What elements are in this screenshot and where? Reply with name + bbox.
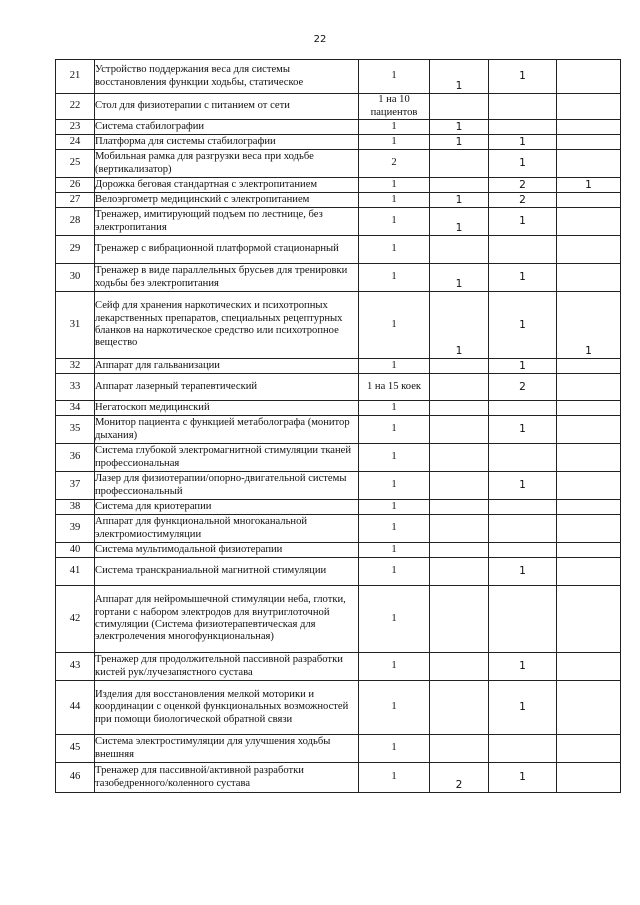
count-cell-col6 <box>557 401 621 416</box>
row-number: 26 <box>56 178 95 193</box>
count-cell-col4: 1 <box>430 135 489 150</box>
quantity-cell: 1 <box>359 208 430 236</box>
equipment-name: Аппарат для функциональной многоканальной электромиостимуляции <box>95 515 359 543</box>
count-cell-col5: 2 <box>489 178 557 193</box>
count-cell-col4 <box>430 416 489 444</box>
count-cell-col5 <box>489 515 557 543</box>
table-row <box>56 178 621 193</box>
count-cell-col4 <box>430 444 489 472</box>
row-number: 31 <box>56 292 95 359</box>
table-row <box>56 401 621 416</box>
table-row <box>56 236 621 264</box>
table-row <box>56 586 621 653</box>
count-cell-col4: 1 <box>430 60 489 94</box>
quantity-cell: 1 <box>359 653 430 681</box>
table-row <box>56 763 621 793</box>
equipment-name: Тренажер для пассивной/активной разработки тазобедренного/коленного сустава <box>95 763 359 793</box>
count-cell-col6 <box>557 264 621 292</box>
table-row <box>56 515 621 543</box>
count-cell-col4: 1 <box>430 193 489 208</box>
count-cell-col6 <box>557 135 621 150</box>
row-number: 28 <box>56 208 95 236</box>
count-cell-col5: 2 <box>489 374 557 401</box>
quantity-cell: 1 <box>359 193 430 208</box>
equipment-name: Лазер для физиотерапии/опорно-двигательной системы профессиональный <box>95 472 359 500</box>
table-row <box>56 472 621 500</box>
row-number: 33 <box>56 374 95 401</box>
table-row <box>56 120 621 135</box>
count-cell-col4 <box>430 401 489 416</box>
quantity-cell: 1 <box>359 236 430 264</box>
count-cell-col5 <box>489 543 557 558</box>
table-row <box>56 150 621 178</box>
table-row <box>56 444 621 472</box>
count-cell-col4 <box>430 543 489 558</box>
row-number: 38 <box>56 500 95 515</box>
table-row <box>56 94 621 120</box>
equipment-name: Стол для физиотерапии с питанием от сети <box>95 94 359 120</box>
equipment-name: Тренажер с вибрационной платформой стационарный <box>95 236 359 264</box>
quantity-cell: 1 <box>359 135 430 150</box>
count-cell-col4 <box>430 472 489 500</box>
equipment-name: Сейф для хранения наркотических и психотропных лекарственных препаратов, специальных рецептурных бланков на наркотическое средство или психотропное вещество <box>95 292 359 359</box>
row-number: 43 <box>56 653 95 681</box>
table-row <box>56 374 621 401</box>
count-cell-col6 <box>557 558 621 586</box>
quantity-cell: 1 <box>359 735 430 763</box>
table-row <box>56 558 621 586</box>
count-cell-col6 <box>557 653 621 681</box>
equipment-name: Аппарат лазерный терапевтический <box>95 374 359 401</box>
count-cell-col4 <box>430 236 489 264</box>
row-number: 21 <box>56 60 95 94</box>
count-cell-col4: 1 <box>430 208 489 236</box>
quantity-cell: 1 <box>359 359 430 374</box>
table-row <box>56 543 621 558</box>
count-cell-col6 <box>557 359 621 374</box>
row-number: 29 <box>56 236 95 264</box>
count-cell-col5: 1 <box>489 763 557 793</box>
count-cell-col6 <box>557 586 621 653</box>
count-cell-col5 <box>489 94 557 120</box>
count-cell-col6 <box>557 193 621 208</box>
count-cell-col6: 1 <box>557 292 621 359</box>
count-cell-col5: 1 <box>489 135 557 150</box>
equipment-name: Аппарат для гальванизации <box>95 359 359 374</box>
count-cell-col5: 1 <box>489 472 557 500</box>
equipment-name: Мобильная рамка для разгрузки веса при ходьбе (вертикализатор) <box>95 150 359 178</box>
table-row <box>56 264 621 292</box>
quantity-cell: 1 <box>359 264 430 292</box>
table-row <box>56 681 621 735</box>
count-cell-col4 <box>430 178 489 193</box>
quantity-cell: 1 <box>359 500 430 515</box>
row-number: 41 <box>56 558 95 586</box>
table-row <box>56 60 621 94</box>
count-cell-col4 <box>430 735 489 763</box>
quantity-cell: 1 <box>359 401 430 416</box>
count-cell-col6 <box>557 735 621 763</box>
count-cell-col6 <box>557 60 621 94</box>
count-cell-col5 <box>489 735 557 763</box>
equipment-name: Изделия для восстановления мелкой моторики и координации с оценкой функциональных возможностей при помощи биологической обратной связи <box>95 681 359 735</box>
count-cell-col5: 1 <box>489 359 557 374</box>
count-cell-col6 <box>557 543 621 558</box>
quantity-cell: 1 <box>359 416 430 444</box>
count-cell-col4 <box>430 500 489 515</box>
count-cell-col4 <box>430 94 489 120</box>
count-cell-col6: 1 <box>557 178 621 193</box>
table-row <box>56 735 621 763</box>
count-cell-col5 <box>489 586 557 653</box>
row-number: 25 <box>56 150 95 178</box>
equipment-name: Система глубокой электромагнитной стимуляции тканей профессиональная <box>95 444 359 472</box>
row-number: 35 <box>56 416 95 444</box>
count-cell-col6 <box>557 472 621 500</box>
page-number: 22 <box>313 34 327 45</box>
count-cell-col4 <box>430 653 489 681</box>
table-row <box>56 359 621 374</box>
equipment-name: Негатоскоп медицинский <box>95 401 359 416</box>
count-cell-col5: 2 <box>489 193 557 208</box>
equipment-name: Система мультимодальной физиотерапии <box>95 543 359 558</box>
row-number: 46 <box>56 763 95 793</box>
equipment-name: Тренажер в виде параллельных брусьев для тренировки ходьбы без электропитания <box>95 264 359 292</box>
quantity-cell: 1 <box>359 292 430 359</box>
table-row <box>56 193 621 208</box>
count-cell-col4 <box>430 681 489 735</box>
count-cell-col5: 1 <box>489 150 557 178</box>
count-cell-col5: 1 <box>489 558 557 586</box>
count-cell-col5 <box>489 120 557 135</box>
count-cell-col4: 1 <box>430 292 489 359</box>
quantity-cell: 1 <box>359 60 430 94</box>
row-number: 22 <box>56 94 95 120</box>
row-number: 24 <box>56 135 95 150</box>
count-cell-col6 <box>557 500 621 515</box>
quantity-cell: 1 <box>359 586 430 653</box>
count-cell-col6 <box>557 444 621 472</box>
row-number: 23 <box>56 120 95 135</box>
count-cell-col4 <box>430 515 489 543</box>
equipment-name: Дорожка беговая стандартная с электропитанием <box>95 178 359 193</box>
count-cell-col6 <box>557 515 621 543</box>
count-cell-col4 <box>430 586 489 653</box>
equipment-name: Система для криотерапии <box>95 500 359 515</box>
count-cell-col6 <box>557 94 621 120</box>
count-cell-col5 <box>489 500 557 515</box>
equipment-name: Платформа для системы стабилографии <box>95 135 359 150</box>
quantity-cell: 1 <box>359 763 430 793</box>
quantity-cell: 1 <box>359 558 430 586</box>
quantity-cell: 1 <box>359 120 430 135</box>
equipment-name: Тренажер, имитирующий подъем по лестнице, без электропитания <box>95 208 359 236</box>
count-cell-col4: 2 <box>430 763 489 793</box>
table-row <box>56 135 621 150</box>
table-row <box>56 653 621 681</box>
count-cell-col5: 1 <box>489 264 557 292</box>
count-cell-col4 <box>430 374 489 401</box>
count-cell-col6 <box>557 236 621 264</box>
table-row <box>56 208 621 236</box>
equipment-name: Система стабилографии <box>95 120 359 135</box>
table-row <box>56 500 621 515</box>
quantity-cell: 1 <box>359 472 430 500</box>
count-cell-col6 <box>557 208 621 236</box>
equipment-name: Велоэргометр медицинский с электропитанием <box>95 193 359 208</box>
row-number: 40 <box>56 543 95 558</box>
row-number: 42 <box>56 586 95 653</box>
count-cell-col4: 1 <box>430 264 489 292</box>
count-cell-col5: 1 <box>489 208 557 236</box>
equipment-name: Устройство поддержания веса для системы восстановления функции ходьбы, статическое <box>95 60 359 94</box>
equipment-name: Аппарат для нейромышечной стимуляции неба, глотки, гортани с набором электродов для внутриглоточной стимуляции (Система физиотерапевтическая для электролечения многофункциональная) <box>95 586 359 653</box>
quantity-cell: 1 <box>359 444 430 472</box>
row-number: 45 <box>56 735 95 763</box>
count-cell-col4 <box>430 558 489 586</box>
quantity-cell: 1 <box>359 543 430 558</box>
quantity-cell: 1 <box>359 681 430 735</box>
count-cell-col6 <box>557 681 621 735</box>
count-cell-col4 <box>430 359 489 374</box>
row-number: 34 <box>56 401 95 416</box>
count-cell-col5: 1 <box>489 653 557 681</box>
count-cell-col4: 1 <box>430 120 489 135</box>
row-number: 39 <box>56 515 95 543</box>
count-cell-col6 <box>557 763 621 793</box>
count-cell-col4 <box>430 150 489 178</box>
count-cell-col5 <box>489 236 557 264</box>
row-number: 27 <box>56 193 95 208</box>
table-row <box>56 292 621 359</box>
row-number: 44 <box>56 681 95 735</box>
quantity-cell: 2 <box>359 150 430 178</box>
count-cell-col6 <box>557 374 621 401</box>
count-cell-col5: 1 <box>489 292 557 359</box>
quantity-cell: 1 на 15 коек <box>359 374 430 401</box>
row-number: 37 <box>56 472 95 500</box>
quantity-cell: 1 на 10 пациентов <box>359 94 430 120</box>
count-cell-col5 <box>489 444 557 472</box>
count-cell-col5: 1 <box>489 60 557 94</box>
row-number: 30 <box>56 264 95 292</box>
equipment-name: Монитор пациента с функцией метаболографа (монитор дыхания) <box>95 416 359 444</box>
count-cell-col5 <box>489 401 557 416</box>
quantity-cell: 1 <box>359 178 430 193</box>
count-cell-col6 <box>557 120 621 135</box>
row-number: 32 <box>56 359 95 374</box>
equipment-name: Система транскраниальной магнитной стимуляции <box>95 558 359 586</box>
equipment-name: Система электростимуляции для улучшения ходьбы внешняя <box>95 735 359 763</box>
equipment-name: Тренажер для продолжительной пассивной разработки кистей рук/лучезапястного сустава <box>95 653 359 681</box>
quantity-cell: 1 <box>359 515 430 543</box>
table-row <box>56 416 621 444</box>
equipment-table <box>55 59 621 793</box>
row-number: 36 <box>56 444 95 472</box>
count-cell-col6 <box>557 150 621 178</box>
count-cell-col5: 1 <box>489 416 557 444</box>
count-cell-col6 <box>557 416 621 444</box>
count-cell-col5: 1 <box>489 681 557 735</box>
